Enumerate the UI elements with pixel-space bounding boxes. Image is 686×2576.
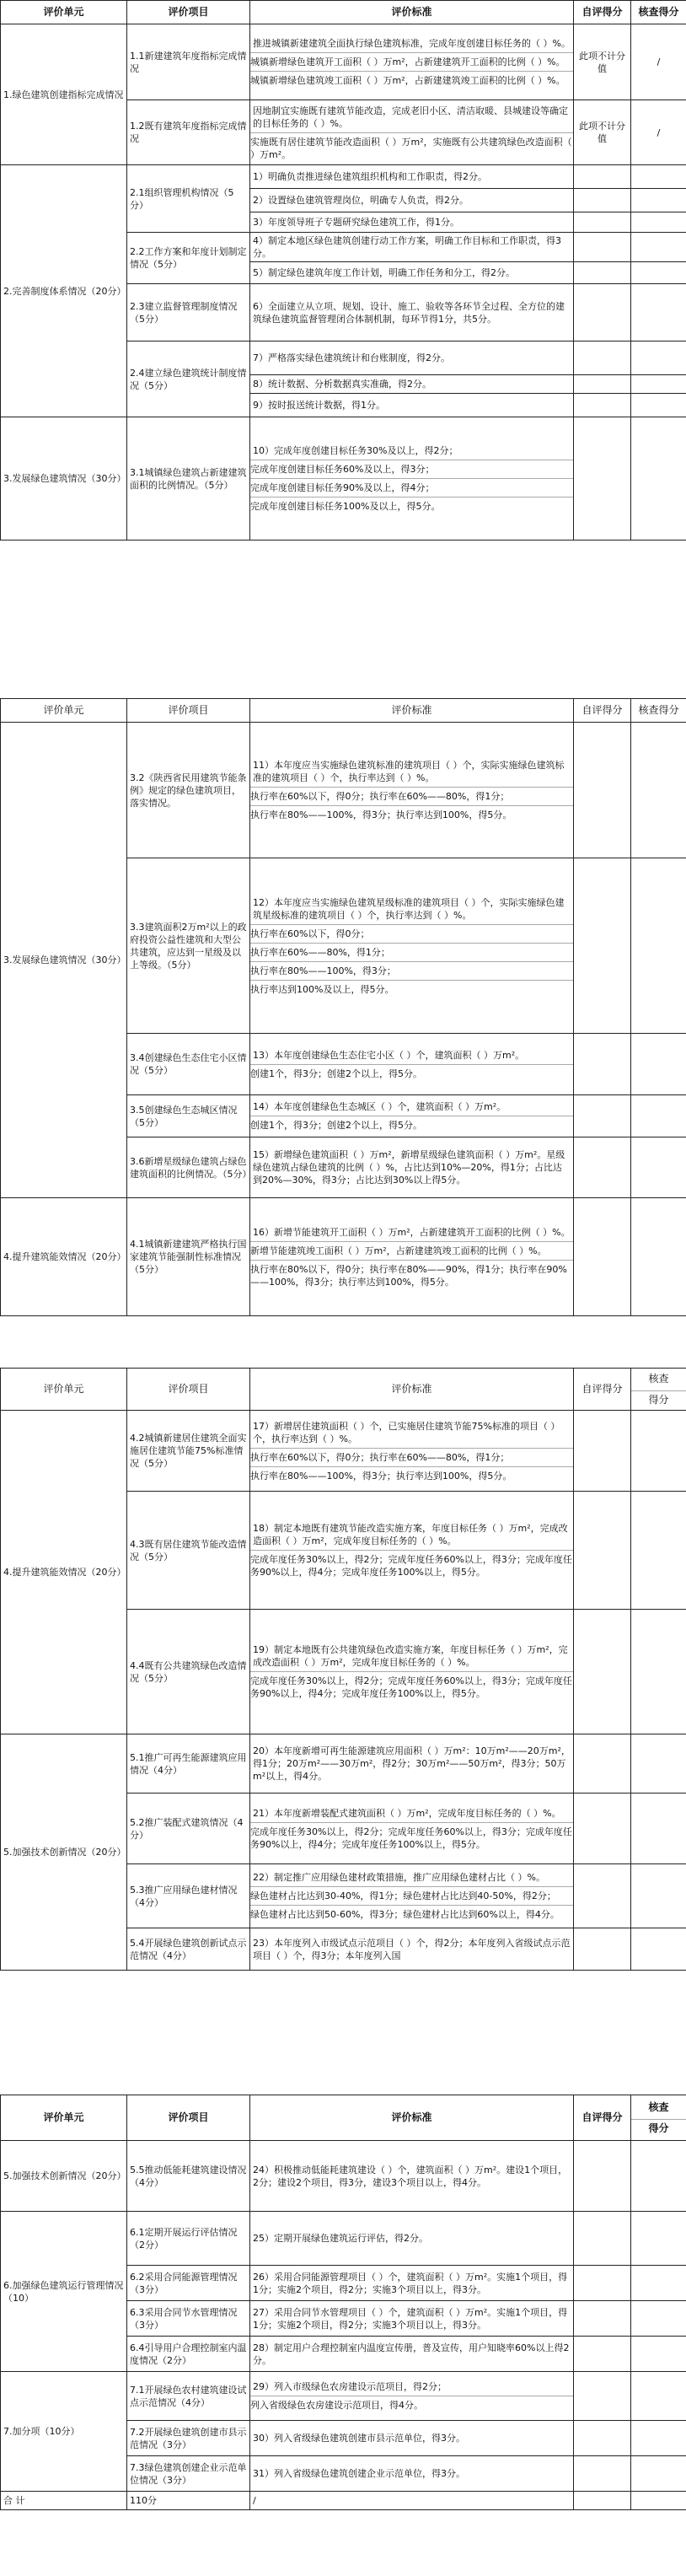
self-score-cell[interactable] <box>574 1492 631 1610</box>
item-cell: 3.1城镇绿色建筑占新建建筑面积的比例情况。（5分） <box>127 417 250 540</box>
check-score-cell[interactable] <box>631 341 686 375</box>
item-cell: 4.4既有公共建筑绿色改造情况（5分） <box>127 1610 250 1734</box>
standard-line: 执行率在80%——100%，得3分；执行率达到100%，得5分。 <box>250 805 573 821</box>
check-score-cell[interactable]: / <box>631 100 686 165</box>
standard-line: 8）统计数据、分析数据真实准确，得2分。 <box>253 379 431 390</box>
header-item: 评价项目 <box>127 1 250 24</box>
self-score-cell[interactable] <box>574 341 631 375</box>
standard-line: 因地制宜实施既有建筑节能改造，完成老旧小区、清洁取暖、县城建设等确定的目标任务的（ ）%。 <box>253 105 568 129</box>
check-score-cell[interactable] <box>631 2141 686 2212</box>
table-header-row <box>1 699 686 723</box>
standard-cell <box>250 1928 574 1971</box>
standard-line: 18）制定本地既有建筑节能改造实施方案，年度目标任务（ ）万m²，完成改造面积（ ）万m²，完成年度目标任务的（ ）%。 <box>253 1523 568 1546</box>
item-cell: 7.3绿色建筑创建企业示范单位情况（3分） <box>127 2456 250 2492</box>
standard-cell <box>250 1794 574 1864</box>
standard-cell <box>250 2337 574 2372</box>
item-cell: 5.1推广可再生能源建筑应用情况（4分） <box>127 1734 250 1794</box>
header-check-top: 核查 <box>648 2100 669 2113</box>
standard-cell <box>250 1411 574 1492</box>
standard-cell <box>250 2301 574 2337</box>
standard-line: 执行率在60%以下，得0分；执行率在60%——80%，得1分； <box>250 1448 573 1464</box>
standard-line: 24）积极推动低能耗建筑建设（ ）个，建筑面积（ ）万m²。建设1个项目，2分；建设2个项目，得3分，建设3个项目以上，得4分。 <box>253 2164 568 2188</box>
table-row <box>1 1411 686 1492</box>
standard-line: 6）全面建立从立项、规划、设计、施工、验收等各环节全过程、全方位的建筑绿色建筑监督管理闭合体制机制，每环节得1分，共5分。 <box>253 300 565 325</box>
standard-line: 执行率在80%——100%，得3分；执行率达到100%，得5分。 <box>250 1466 573 1482</box>
standard-line: 创建1个，得3分；创建2个以上，得5分。 <box>250 1116 573 1132</box>
header-check-top: 核查 <box>648 1372 669 1385</box>
header-unit: 评价单元 <box>1 1369 127 1411</box>
standard-line: 3）年度领导班子专题研究绿色建筑工作，得1分。 <box>253 217 459 228</box>
self-score-cell[interactable] <box>574 2212 631 2266</box>
table-row <box>1 1734 686 1794</box>
standard-cell <box>250 2456 574 2492</box>
total-label: 合 计 <box>1 2492 127 2510</box>
self-score-cell[interactable]: 此项不计分值 <box>574 100 631 165</box>
standard-line: 30）列入省级绿色建筑创建市县示范单位，得3分。 <box>253 2433 465 2444</box>
standard-line: 执行率在60%以下，得0分； <box>250 924 573 940</box>
self-score-cell[interactable] <box>574 189 631 212</box>
standard-line: 完成年度任务30%以上，得2分；完成年度任务60%以上，得3分；完成年度任务90%以上，得4分；完成年度任务100%以上，得5分。 <box>250 1550 573 1578</box>
standard-cell <box>250 233 574 262</box>
standard-line: 推进城镇新建建筑全面执行绿色建筑标准，完成年度创建目标任务的（ ）%。 <box>253 38 571 49</box>
standard-line: 17）新增居住建筑面积（ ）个，已实施居住建筑节能75%标准的项目（ ）个，执行率达到（ ）%。 <box>253 1420 560 1444</box>
standard-line: 23）本年度列入市级试点示范项目（ ）个，得2分；本年度列入省级试点示范项目（ ）个，得3分；本年度列入国 <box>253 1937 571 1961</box>
standard-line: 19）制定本地既有公共建筑绿色改造实施方案，年度目标任务（ ）万m²，完成改造面积（ ）万m²，完成年度目标任务的（ ）%。 <box>253 1644 568 1668</box>
table-row <box>1 1198 686 1316</box>
standard-line: 7）严格落实绿色建筑统计和台账制度，得2分。 <box>253 352 450 363</box>
unit-cell: 1.绿色建筑创建指标完成情况 <box>1 24 127 165</box>
self-score-cell[interactable] <box>574 1794 631 1864</box>
check-score-cell[interactable] <box>631 1411 686 1492</box>
item-cell: 4.2城镇新建居住建筑全面实施居住建筑节能75%标准情况（5分） <box>127 1411 250 1492</box>
standard-cell <box>250 394 574 417</box>
standard-line: 完成年度任务30%以上，得2分；完成年度任务60%以上，得3分；完成年度任务90%以上，得4分；完成年度任务100%以上，得5分。 <box>250 1671 573 1700</box>
header-standard: 评价标准 <box>250 1369 574 1411</box>
self-score-cell[interactable] <box>574 1034 631 1095</box>
self-score-cell[interactable] <box>574 1137 631 1198</box>
standard-cell <box>250 189 574 212</box>
table-row <box>1 2212 686 2266</box>
standard-cell <box>250 1034 574 1095</box>
standard-line: 新增节能建筑竣工面积（ ）万m²，占新建建筑竣工面积的比例（ ）%。 <box>250 1241 573 1257</box>
standard-cell <box>250 1095 574 1137</box>
check-score-cell[interactable] <box>631 233 686 262</box>
header-standard: 评价标准 <box>250 699 574 723</box>
unit-cell: 3.发展绿色建筑情况（30分） <box>1 723 127 1198</box>
total-standard: / <box>250 2492 574 2510</box>
header-self: 自评得分 <box>574 699 631 723</box>
standard-line: 12）本年度应当实施绿色建筑星级标准的建筑项目（ ）个，实际实施绿色建筑星级标准的建筑项目（ ）个，执行率达到（ ）%。 <box>253 896 565 921</box>
unit-cell: 6.加强绿色建筑运行管理情况（10） <box>1 2212 127 2372</box>
standard-line: 9）按时报送统计数据，得1分。 <box>253 400 385 411</box>
standard-line: 4）制定本地区绿色建筑创建行动工作方案，明确工作目标和工作职责，得3分。 <box>253 235 561 259</box>
item-cell: 3.5创建绿色生态城区情况（5分） <box>127 1095 250 1137</box>
total-self-score[interactable] <box>574 2492 631 2510</box>
standard-cell <box>250 212 574 233</box>
item-cell: 5.5推动低能耗建筑建设情况（4分） <box>127 2141 250 2212</box>
header-self: 自评得分 <box>574 1369 631 1411</box>
standard-line: 14）本年度创建绿色生态城区（ ）个，建筑面积（ ）万m²。 <box>253 1101 506 1112</box>
table-header-row <box>1 1369 686 1411</box>
self-score-cell[interactable]: 此项不计分值 <box>574 24 631 100</box>
check-score-cell[interactable] <box>631 1198 686 1316</box>
standard-line: 31）列入省级绿色建筑创建企业示范单位，得3分。 <box>253 2468 465 2479</box>
total-row <box>1 2492 686 2510</box>
standard-cell <box>250 165 574 189</box>
table-header-row <box>1 1 686 24</box>
standard-line: 20）本年度新增可再生能源建筑应用面积（ ）万m²：10万m²——20万m²，得1分；20万m²——30万m²，得2分；30万m²——50万m²，得3分；50万m²以上，得4分。 <box>253 1745 571 1782</box>
standard-cell <box>250 2266 574 2301</box>
standard-cell <box>250 100 574 165</box>
header-self: 自评得分 <box>574 1 631 24</box>
check-score-cell[interactable] <box>631 2266 686 2301</box>
check-score-cell[interactable] <box>631 417 686 540</box>
self-score-cell[interactable] <box>574 165 631 189</box>
table-block-3 <box>0 1368 686 1971</box>
item-cell: 2.4建立绿色建筑统计制度情况（5分） <box>127 341 250 417</box>
header-check <box>631 1369 686 1411</box>
check-score-cell[interactable]: / <box>631 24 686 100</box>
check-score-cell[interactable] <box>631 1492 686 1610</box>
standard-line: 2）设置绿色建筑管理岗位，明确专人负责，得2分。 <box>253 195 469 206</box>
standard-line: 29）列入市级绿色农房建设示范项目，得2分； <box>253 2381 447 2392</box>
item-cell: 1.1新建建筑年度指标完成情况 <box>127 24 250 100</box>
header-standard: 评价标准 <box>250 2095 574 2141</box>
header-check: 核查得分 <box>631 699 686 723</box>
standard-cell <box>250 1137 574 1198</box>
self-score-cell[interactable] <box>574 212 631 233</box>
score-table <box>0 0 686 540</box>
header-unit: 评价单元 <box>1 699 127 723</box>
item-cell: 5.2推广装配式建筑情况（4分） <box>127 1794 250 1864</box>
standard-line: 1）明确负责推进绿色建筑组织机构和工作职责，得2分。 <box>253 171 487 182</box>
header-self: 自评得分 <box>574 2095 631 2141</box>
check-score-cell[interactable] <box>631 284 686 341</box>
standard-line: 创建1个，得3分；创建2个以上，得5分。 <box>250 1064 573 1080</box>
self-score-cell[interactable] <box>574 2372 631 2421</box>
standard-cell <box>250 2212 574 2266</box>
self-score-cell[interactable] <box>574 723 631 858</box>
standard-line: 完成年度创建目标任务90%及以上，得4分； <box>250 478 573 494</box>
header-unit: 评价单元 <box>1 2095 127 2141</box>
check-score-cell[interactable] <box>631 2372 686 2421</box>
check-score-cell[interactable] <box>631 2337 686 2372</box>
item-cell: 4.3既有居住建筑节能改造情况（5分） <box>127 1492 250 1610</box>
item-cell: 2.1组织管理机构情况（5分） <box>127 165 250 233</box>
self-score-cell[interactable] <box>574 2301 631 2337</box>
check-score-cell[interactable] <box>631 262 686 284</box>
standard-line: 5）制定绿色建筑年度工作计划，明确工作任务和分工，得2分。 <box>253 267 515 278</box>
standard-line: 城镇新增绿色建筑竣工面积（ ）万m²，占新建建筑竣工面积的比例（ ）%。 <box>250 71 573 87</box>
standard-cell <box>250 1492 574 1610</box>
item-cell: 1.2既有建筑年度指标完成情况 <box>127 100 250 165</box>
table-block-4 <box>0 2095 686 2510</box>
header-item: 评价项目 <box>127 699 250 723</box>
standard-line: 27）采用合同节水管理项目（ ）个，建筑面积（ ）万m²。实施1个项目，得1分；实施2个项目，得2分；实施3个项目以上，得3分。 <box>253 2306 568 2331</box>
self-score-cell[interactable] <box>574 1928 631 1971</box>
standard-line: 完成年度创建目标任务100%及以上，得5分。 <box>250 497 573 513</box>
item-cell: 2.3建立监督管理制度情况（5分） <box>127 284 250 341</box>
table-row <box>1 2372 686 2421</box>
table-block-2 <box>0 698 686 1316</box>
self-score-cell[interactable] <box>574 417 631 540</box>
self-score-cell[interactable] <box>574 2421 631 2456</box>
table-header-row <box>1 2095 686 2141</box>
total-check-score[interactable] <box>631 2492 686 2510</box>
check-score-cell[interactable] <box>631 858 686 1034</box>
standard-cell <box>250 24 574 100</box>
standard-cell <box>250 2421 574 2456</box>
item-cell: 3.3建筑面积2万m²以上的政府投资公益性建筑和大型公共建筑，应达到一星级及以上等级。（5分） <box>127 858 250 1034</box>
check-score-cell[interactable] <box>631 2212 686 2266</box>
standard-line: 21）本年度新增装配式建筑面积（ ）万m²，完成年度目标任务的（ ）%。 <box>253 1807 561 1819</box>
check-score-cell[interactable] <box>631 1095 686 1137</box>
unit-cell: 3.发展绿色建筑情况（30分） <box>1 417 127 540</box>
standard-cell <box>250 375 574 394</box>
check-score-cell[interactable] <box>631 165 686 189</box>
table-row <box>1 2141 686 2212</box>
standard-line: 10）完成年度创建目标任务30%及以上，得2分； <box>253 445 458 456</box>
self-score-cell[interactable] <box>574 2456 631 2492</box>
table-block-1 <box>0 0 686 540</box>
check-score-cell[interactable] <box>631 1928 686 1971</box>
header-item: 评价项目 <box>127 1369 250 1411</box>
header-item: 评价项目 <box>127 2095 250 2141</box>
check-score-cell[interactable] <box>631 2301 686 2337</box>
check-score-cell[interactable] <box>631 1034 686 1095</box>
standard-cell <box>250 1610 574 1734</box>
standard-line: 列入省级绿色农房建设示范项目，得4分。 <box>250 2396 573 2412</box>
unit-cell: 2.完善制度体系情况（20分） <box>1 165 127 417</box>
unit-cell: 5.加强技术创新情况（20分） <box>1 1734 127 1971</box>
standard-line: 完成年度任务30%以上，得2分；完成年度任务60%以上，得3分；完成年度任务90%以上，得4分；完成年度任务100%以上，得5分。 <box>250 1822 573 1851</box>
self-score-cell[interactable] <box>574 1198 631 1316</box>
self-score-cell[interactable] <box>574 2141 631 2212</box>
item-cell: 5.4开展绿色建筑创新试点示范情况（4分） <box>127 1928 250 1971</box>
item-cell: 6.4引导用户合理控制室内温度情况（2分） <box>127 2337 250 2372</box>
standard-cell <box>250 1864 574 1928</box>
check-score-cell[interactable] <box>631 1610 686 1734</box>
self-score-cell[interactable] <box>574 394 631 417</box>
self-score-cell[interactable] <box>574 375 631 394</box>
self-score-cell[interactable] <box>574 1095 631 1137</box>
standard-cell <box>250 1734 574 1794</box>
total-score: 110分 <box>127 2492 250 2510</box>
standard-cell <box>250 284 574 341</box>
standard-line: 28）制定用户合理控制室内温度宣传册，普及宣传，用户知晓率60%以上得2分。 <box>253 2342 570 2366</box>
item-cell: 2.2工作方案和年度计划制定情况（5分） <box>127 233 250 284</box>
check-score-cell[interactable] <box>631 212 686 233</box>
standard-cell <box>250 2372 574 2421</box>
standard-line: 实施既有居住建筑节能改造面积（ ）万m²，实施既有公共建筑绿色改造面积（ ）万m²。 <box>250 132 573 161</box>
table-row <box>1 24 686 100</box>
standard-line: 执行率在80%——100%，得3分； <box>250 961 573 977</box>
check-score-cell[interactable] <box>631 189 686 212</box>
check-score-cell[interactable] <box>631 375 686 394</box>
self-score-cell[interactable] <box>574 262 631 284</box>
self-score-cell[interactable] <box>574 858 631 1034</box>
self-score-cell[interactable] <box>574 1864 631 1928</box>
standard-line: 绿色建材占比达到30-40%，得1分；绿色建材占比达到40-50%，得2分； <box>250 1886 573 1902</box>
standard-line: 执行率在60%——80%，得1分； <box>250 943 573 959</box>
self-score-cell[interactable] <box>574 1610 631 1734</box>
check-score-cell[interactable] <box>631 723 686 858</box>
unit-cell: 5.加强技术创新情况（20分） <box>1 2141 127 2212</box>
check-score-cell[interactable] <box>631 1137 686 1198</box>
standard-line: 执行率在80%以下，得0分；执行率在80%——90%，得1分；执行率在90%——100%，得3分；执行率达到100%，得5分。 <box>250 1260 573 1288</box>
item-cell: 5.3推广应用绿色建材情况（4分） <box>127 1864 250 1928</box>
standard-cell <box>250 417 574 540</box>
self-score-cell[interactable] <box>574 233 631 262</box>
table-row <box>1 723 686 858</box>
self-score-cell[interactable] <box>574 2337 631 2372</box>
score-table <box>0 698 686 1316</box>
unit-cell: 4.提升建筑能效情况（20分） <box>1 1411 127 1734</box>
item-cell: 6.3采用合同节水管理情况（3分） <box>127 2301 250 2337</box>
score-table <box>0 2095 686 2510</box>
check-score-cell[interactable] <box>631 2456 686 2492</box>
item-cell: 7.1开展绿色农村建筑建设试点示范情况（4分） <box>127 2372 250 2421</box>
item-cell: 7.2开展绿色建筑创建市县示范情况（3分） <box>127 2421 250 2456</box>
check-score-cell[interactable] <box>631 394 686 417</box>
item-cell: 3.2《陕西省民用建筑节能条例》规定的绿色建筑项目，落实情况。 <box>127 723 250 858</box>
standard-line: 13）本年度创建绿色生态住宅小区（ ）个，建筑面积（ ）万m²。 <box>253 1049 525 1061</box>
standard-line: 11）本年度应当实施绿色建筑标准的建筑项目（ ）个，实际实施绿色建筑标准的建筑项目（ ）个，执行率达到（ ）%。 <box>253 760 565 783</box>
item-cell: 6.1定期开展运行评估情况（2分） <box>127 2212 250 2266</box>
header-check <box>631 2095 686 2141</box>
standard-line: 16）新增节能建筑开工面积（ ）万m²，占新建建筑开工面积的比例（ ）%。 <box>253 1226 571 1238</box>
standard-line: 执行率达到100%及以上，得5分。 <box>250 980 573 996</box>
standard-cell <box>250 262 574 284</box>
score-table <box>0 1368 686 1971</box>
item-cell: 4.1城镇新建建筑严格执行国家建筑节能强制性标准情况（5分） <box>127 1198 250 1316</box>
standard-line: 绿色建材占比达到50-60%，得3分；绿色建材占比达到60%以上，得4分。 <box>250 1905 573 1921</box>
standard-line: 26）采用合同能源管理项目（ ）个，建筑面积（ ）万m²。实施1个项目，得1分；实施2个项目，得2分；实施3个项目以上，得3分。 <box>253 2271 568 2295</box>
unit-cell: 4.提升建筑能效情况（20分） <box>1 1198 127 1316</box>
table-row <box>1 165 686 189</box>
header-check-bottom: 得分 <box>631 1390 686 1406</box>
header-standard: 评价标准 <box>250 1 574 24</box>
standard-line: 25）定期开展绿色建筑运行评估，得2分。 <box>253 2233 428 2244</box>
self-score-cell[interactable] <box>574 1734 631 1794</box>
standard-cell <box>250 723 574 858</box>
item-cell: 3.6新增星级绿色建筑占绿色建筑面积的比例情况。（5分） <box>127 1137 250 1198</box>
header-unit: 评价单元 <box>1 1 127 24</box>
standard-line: 执行率在60%以下，得0分；执行率在60%——80%，得1分； <box>250 787 573 803</box>
header-check-bottom: 得分 <box>631 2119 686 2135</box>
check-score-cell[interactable] <box>631 1794 686 1864</box>
table-row <box>1 417 686 540</box>
standard-line: 22）制定推广应用绿色建材政策措施，推广应用绿色建材占比（ ）%。 <box>253 1872 545 1883</box>
standard-line: 城镇新增绿色建筑开工面积（ ）万m²，占新建建筑开工面积的比例（ ）%。 <box>250 52 573 68</box>
standard-cell <box>250 2141 574 2212</box>
unit-cell: 7.加分项（10分） <box>1 2372 127 2492</box>
standard-cell <box>250 1198 574 1316</box>
standard-line: 完成年度创建目标任务60%及以上，得3分； <box>250 460 573 476</box>
standard-cell <box>250 858 574 1034</box>
self-score-cell[interactable] <box>574 284 631 341</box>
item-cell: 6.2采用合同能源管理情况（3分） <box>127 2266 250 2301</box>
check-score-cell[interactable] <box>631 2421 686 2456</box>
self-score-cell[interactable] <box>574 2266 631 2301</box>
standard-cell <box>250 341 574 375</box>
check-score-cell[interactable] <box>631 1864 686 1928</box>
standard-line: 15）新增绿色建筑面积（ ）万m²，新增星级绿色建筑面积（ ）万m²。星级绿色建筑占绿色建筑的比例（ ）%，占比达到10%—20%，得1分；占比达到20%—30%，得3分；占比达到30%以上得5分。 <box>253 1149 565 1186</box>
self-score-cell[interactable] <box>574 1411 631 1492</box>
check-score-cell[interactable] <box>631 1734 686 1794</box>
header-check: 核查得分 <box>631 1 686 24</box>
item-cell: 3.4创建绿色生态住宅小区情况（5分） <box>127 1034 250 1095</box>
